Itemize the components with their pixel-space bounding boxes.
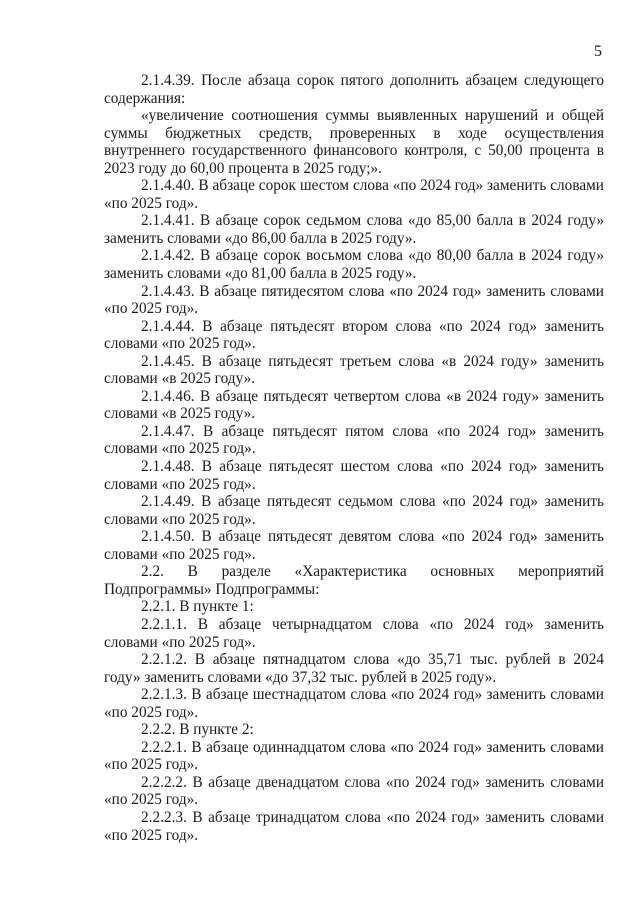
paragraph: 2.1.4.42. В абзаце сорок восьмом слова «до 80,00 балла в 2024 году» заменить словами «до 81,00 балла в 2025 году».: [104, 247, 604, 283]
paragraph: 2.1.4.48. В абзаце пятьдесят шестом слова «по 2024 год» заменить словами «по 2025 год».: [104, 458, 604, 493]
paragraph: 2.1.4.39. После абзаца сорок пятого дополнить абзацем следующего содержания:: [104, 72, 604, 107]
paragraph: 2.2.2.2. В абзаце двенадцатом слова «по 2024 год» заменить словами «по 2025 год».: [104, 773, 604, 809]
paragraph: 2.1.4.41. В абзаце сорок седьмом слова «до 85,00 балла в 2024 году» заменить словами «до 86,00 балла в 2025 году».: [104, 212, 604, 247]
paragraph: «увеличение соотношения суммы выявленных нарушений и общей суммы бюджетных средств, проверенных в ходе осуществления внутреннего государственного финансового контроля, с 50,00 процента в 2023 году до 60,00 процента в 2025 году;».: [104, 107, 604, 177]
paragraph: 2.1.4.44. В абзаце пятьдесят втором слова «по 2024 год» заменить словами «по 2025 год».: [104, 317, 604, 353]
paragraph: 2.2.1.1. В абзаце четырнадцатом слова «по 2024 год» заменить словами «по 2025 год».: [104, 615, 604, 651]
document-body: [104, 72, 604, 844]
paragraph: 2.2.1. В пункте 1:: [141, 598, 254, 616]
paragraph: 2.1.4.40. В абзаце сорок шестом слова «по 2024 год» заменить словами «по 2025 год».: [104, 177, 604, 212]
paragraph: 2.2.2.1. В абзаце одиннадцатом слова «по 2024 год» заменить словами «по 2025 год».: [104, 738, 604, 774]
page-number: 5: [594, 43, 602, 60]
paragraph: 2.2.1.2. В абзаце пятнадцатом слова «до 35,71 тыс. рублей в 2024 году» заменить словами «до 37,32 тыс. рублей в 2025 году».: [104, 651, 604, 686]
paragraph: 2.1.4.47. В абзаце пятьдесят пятом слова «по 2024 год» заменить словами «по 2025 год».: [104, 422, 604, 458]
paragraph: 2.2.2.3. В абзаце тринадцатом слова «по 2024 год» заменить словами «по 2025 год».: [104, 808, 604, 844]
paragraph: 2.1.4.49. В абзаце пятьдесят седьмом слова «по 2024 год» заменить словами «по 2025 год».: [104, 493, 604, 528]
paragraph: 2.2. В разделе «Характеристика основных мероприятий Подпрограммы» Подпрограммы:: [104, 563, 604, 598]
paragraph: 2.1.4.43. В абзаце пятидесятом слова «по 2024 год» заменить словами «по 2025 год».: [104, 282, 604, 318]
paragraph: 2.1.4.45. В абзаце пятьдесят третьем слова «в 2024 году» заменить словами «в 2025 году».: [104, 352, 604, 388]
paragraph: 2.2.2. В пункте 2:: [141, 721, 254, 739]
paragraph: 2.1.4.46. В абзаце пятьдесят четвертом слова «в 2024 году» заменить словами «в 2025 году».: [104, 387, 604, 423]
paragraph: 2.2.1.3. В абзаце шестнадцатом слова «по 2024 год» заменить словами «по 2025 год».: [104, 686, 604, 721]
paragraph: 2.1.4.50. В абзаце пятьдесят девятом слова «по 2024 год» заменить словами «по 2025 год».: [104, 528, 604, 563]
